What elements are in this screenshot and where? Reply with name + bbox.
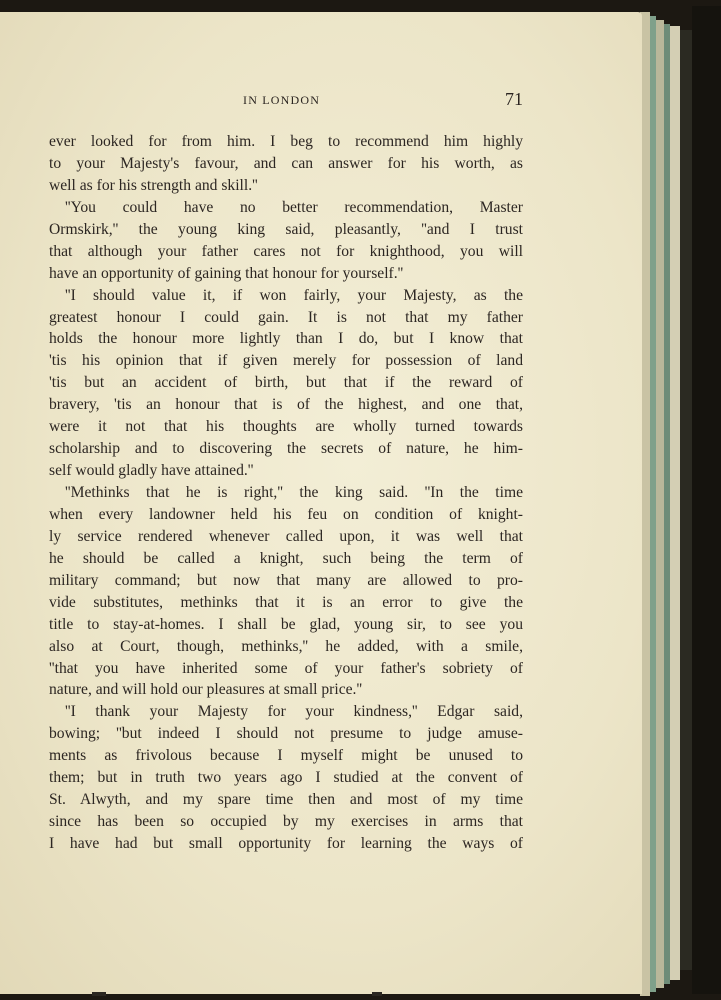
- scan-mark: [92, 992, 106, 996]
- text-line: vide substitutes, methinks that it is an error to give the: [49, 593, 523, 611]
- text-line: military command; but now that many are allowed to pro-: [49, 571, 523, 589]
- text-line: well as for his strength and skill.'': [49, 176, 258, 194]
- page-edge: [670, 26, 680, 980]
- text-line: since has been so occupied by my exercises in arms that: [49, 813, 523, 831]
- text-line: bravery, 'tis an honour that is of the highest, and one that,: [49, 396, 523, 414]
- text-line: were it not that his thoughts are wholly turned towards: [49, 418, 523, 436]
- text-line: ly service rendered whenever called upon, it was well that: [49, 527, 523, 545]
- text-line: ''I thank your Majesty for your kindness,'' Edgar said,: [65, 703, 523, 721]
- text-line: that although your father cares not for knighthood, you will: [49, 242, 523, 260]
- text-line: he should be called a knight, such being the term of: [49, 549, 523, 567]
- text-line: ''You could have no better recommendation, Master: [65, 198, 523, 216]
- text-line: title to stay-at-homes. I shall be glad, young sir, to see you: [49, 615, 523, 633]
- text-line: ''Methinks that he is right,'' the king said. ''In the time: [65, 484, 523, 501]
- text-line: when every landowner held his feu on condition of knight-: [49, 505, 523, 523]
- page-edge: [680, 30, 692, 970]
- text-line: ''that you have inherited some of your father's sobriety of: [49, 659, 523, 677]
- text-line: nature, and will hold our pleasures at small price.'': [49, 681, 363, 699]
- text-line: I have had but small opportunity for learning the ways of: [49, 835, 523, 852]
- text-line: them; but in truth two years ago I studied at the convent of: [49, 769, 523, 787]
- scan-mark: [372, 992, 382, 996]
- text-line: St. Alwyth, and my spare time then and most of my time: [49, 791, 523, 809]
- page-number: 71: [505, 89, 523, 109]
- text-line: self would gladly have attained.'': [49, 462, 254, 480]
- text-line: Ormskirk,'' the young king said, pleasantly, ''and I trust: [49, 220, 523, 238]
- text-line: ''I should value it, if won fairly, your Majesty, as the: [65, 286, 523, 304]
- text-line: also at Court, though, methinks,'' he added, with a smile,: [49, 637, 523, 655]
- text-line: 'tis his opinion that if given merely for possession of land: [49, 352, 523, 370]
- text-line: to your Majesty's favour, and can answer for his worth, as: [49, 154, 523, 172]
- body-text: [49, 131, 523, 855]
- text-line: holds the honour more lightly than I do, but I know that: [49, 330, 523, 348]
- text-line: 'tis but an accident of birth, but that if the reward of: [49, 374, 523, 392]
- text-line: bowing; ''but indeed I should not presume to judge amuse-: [49, 725, 523, 743]
- page-edge: [656, 20, 664, 988]
- text-line: have an opportunity of gaining that honour for yourself.'': [49, 264, 404, 282]
- book-cover: [692, 6, 721, 994]
- text-line: ever looked for from him. I beg to recommend him highly: [49, 133, 523, 150]
- text-line: greatest honour I could gain. It is not that my father: [49, 308, 523, 326]
- text-line: ments as frivolous because I myself might be unused to: [49, 747, 523, 765]
- text-line: scholarship and to discovering the secrets of nature, he him-: [49, 440, 523, 458]
- running-title: IN LONDON: [243, 93, 321, 107]
